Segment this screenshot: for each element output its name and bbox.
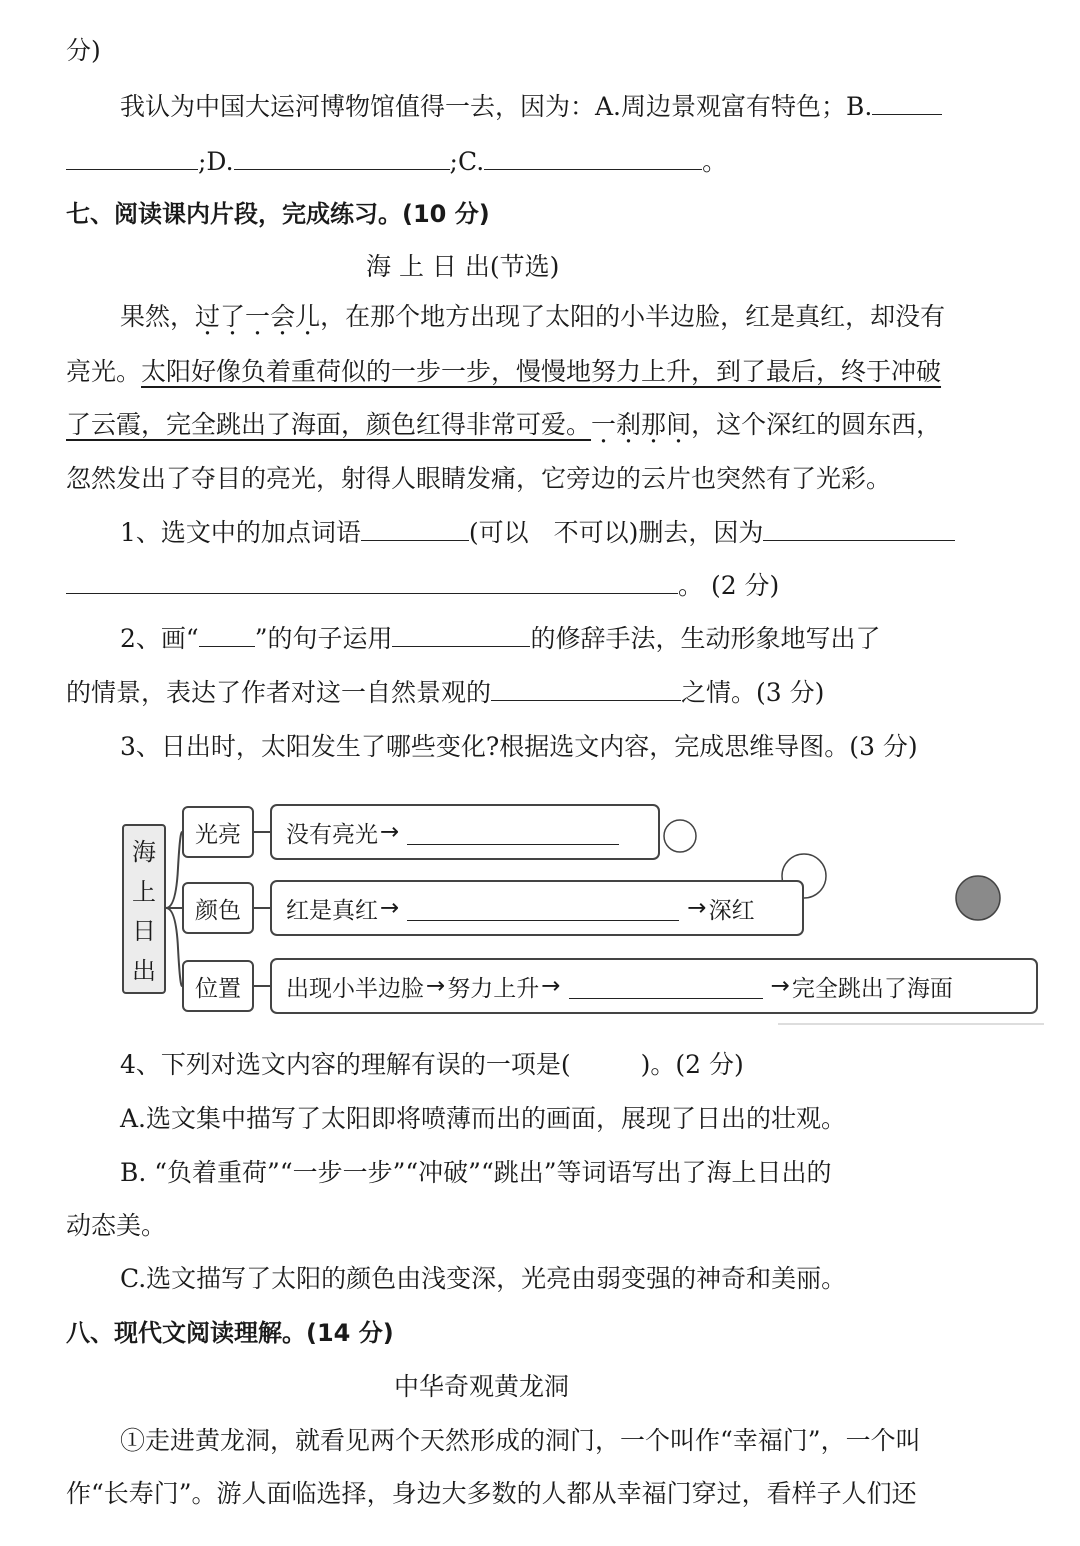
mind-map (118, 798, 1048, 1028)
question-1 (120, 516, 955, 550)
connector-line (166, 832, 182, 908)
root-char: 日 (132, 917, 156, 946)
text: 。 (2 分) (678, 571, 780, 600)
answer-blank-q2a[interactable] (392, 624, 530, 647)
passage-line-1 (120, 300, 945, 334)
article-line-1: ①走进黄龙洞，就看见两个天然形成的洞门，一个叫作“幸福门”，一个叫 (120, 1426, 921, 1455)
section-8-heading: 八、现代文阅读理解。(14 分) (66, 1319, 394, 1347)
option-b: B. “负着重荷”“一步一步”“冲破”“跳出”等词语写出了海上日出的 (120, 1158, 832, 1187)
answer-blank-color[interactable] (407, 896, 679, 921)
box-text: 红是真红 (286, 897, 378, 924)
text: ，在那个地方出现了太阳的小半边脸，红是真红，却没有 (320, 302, 946, 331)
passage-line-2 (66, 355, 941, 389)
question-2 (120, 622, 880, 656)
passage-title: 海 上 日 出(节选) (366, 252, 560, 281)
answer-blank-q1a[interactable] (361, 518, 469, 541)
arrow-icon: → (770, 973, 790, 999)
article-title: 中华奇观黄龙洞 (394, 1372, 570, 1401)
underlined-sentence: 太阳好像负着重荷似的一步一步，慢慢地努力上升，到了最后，终于冲破 (141, 357, 942, 386)
box-text: 深红 (708, 897, 755, 924)
dotted-char: 儿 (295, 302, 321, 331)
connector-line (166, 908, 182, 986)
option-b-cont: 动态美。 (66, 1211, 167, 1240)
branch-box-color (270, 880, 804, 936)
fragment-text: 分) (66, 36, 101, 65)
question-1-cont (66, 569, 779, 603)
passage-line-4: 忽然发出了夺目的亮光，射得人眼睛发痛，它旁边的云片也突然有了光彩。 (66, 464, 892, 493)
answer-blank-q1c[interactable] (66, 571, 678, 594)
text: 的情景，表达了作者对这一自然景观的 (66, 678, 492, 707)
question-4 (120, 1048, 744, 1082)
box-text: 完全跳出了海面 (791, 975, 953, 1002)
text: 亮光。 (66, 357, 142, 386)
box-text: 没有亮光 (286, 821, 378, 848)
text: )。(2 分) (640, 1050, 744, 1079)
arrow-icon: → (541, 973, 561, 999)
dotted-char: 了 (220, 302, 246, 331)
mind-map-root (122, 824, 166, 994)
passage-line-3 (66, 408, 941, 442)
answer-blank-d[interactable] (234, 147, 450, 170)
dotted-char: 间 (666, 410, 692, 439)
sun-red-icon (956, 876, 1000, 920)
section-7-heading: 七、阅读课内片段，完成练习。(10 分) (66, 200, 490, 228)
dotted-char: 过 (195, 302, 221, 331)
answer-blank-b1[interactable] (872, 92, 942, 115)
text: ”的句子运用 (254, 624, 393, 653)
text: 4、下列对选文内容的理解有误的一项是( (120, 1050, 571, 1079)
root-char: 上 (132, 877, 156, 906)
branch-label-color: 颜色 (182, 882, 254, 934)
arrow-icon: → (380, 819, 400, 845)
question-6-line1 (120, 90, 942, 124)
answer-blank-q2b[interactable] (491, 678, 681, 701)
answer-blank-position[interactable] (569, 974, 763, 999)
text: 2、画“ (120, 624, 199, 653)
answer-blank-c[interactable] (484, 147, 702, 170)
branch-box-brightness (270, 804, 660, 860)
arrow-icon: → (380, 895, 400, 921)
period: 。 (702, 147, 728, 176)
question-3: 3、日出时，太阳发生了哪些变化?根据选文内容，完成思维导图。(3 分) (120, 732, 918, 761)
question-2-cont (66, 676, 824, 710)
option-c: C.选文描写了太阳的颜色由浅变深，光亮由弱变强的神奇和美丽。 (120, 1264, 847, 1293)
box-text: 努力上升 (447, 975, 540, 1002)
branch-box-position (270, 958, 1038, 1014)
underline-sample (199, 624, 255, 647)
answer-blank-b2[interactable] (66, 147, 198, 170)
text: 之情。(3 分) (681, 678, 825, 707)
root-char: 海 (132, 838, 156, 867)
option-a: A.选文集中描写了太阳即将喷薄而出的画面，展现了日出的壮观。 (120, 1104, 847, 1133)
sun-faint-icon (664, 820, 696, 852)
branch-label-brightness: 光亮 (182, 806, 254, 858)
answer-blank-q1b[interactable] (763, 518, 955, 541)
label-d: ;D. (198, 147, 234, 176)
text: 的修辞手法，生动形象地写出了 (530, 624, 881, 653)
underlined-sentence: 了云霞，完全跳出了海面，颜色红得非常可爱。 (66, 410, 592, 439)
text: ，这个深红的圆东西， (691, 410, 942, 439)
dotted-char: 一 (245, 302, 271, 331)
text: 1、选文中的加点词语 (120, 518, 361, 547)
text: (可以 不可以)删去，因为 (468, 518, 764, 547)
dotted-char: 一 (591, 410, 617, 439)
dotted-char: 会 (270, 302, 296, 331)
text: 果然， (120, 302, 196, 331)
question-6-text: 我认为中国大运河博物馆值得一去，因为：A.周边景观富有特色；B. (120, 92, 873, 121)
arrow-icon: → (687, 895, 707, 921)
dotted-char: 那 (641, 410, 667, 439)
question-6-line2 (66, 145, 727, 179)
answer-blank-brightness[interactable] (407, 820, 619, 845)
label-c: ;C. (449, 147, 485, 176)
arrow-icon: → (426, 973, 446, 999)
article-line-2: 作“长寿门”。游人面临选择，身边大多数的人都从幸福门穿过，看样子人们还 (66, 1479, 917, 1508)
box-text: 出现小半边脸 (286, 975, 424, 1002)
dotted-char: 刹 (616, 410, 642, 439)
branch-label-position: 位置 (182, 960, 254, 1012)
root-char: 出 (132, 956, 156, 985)
